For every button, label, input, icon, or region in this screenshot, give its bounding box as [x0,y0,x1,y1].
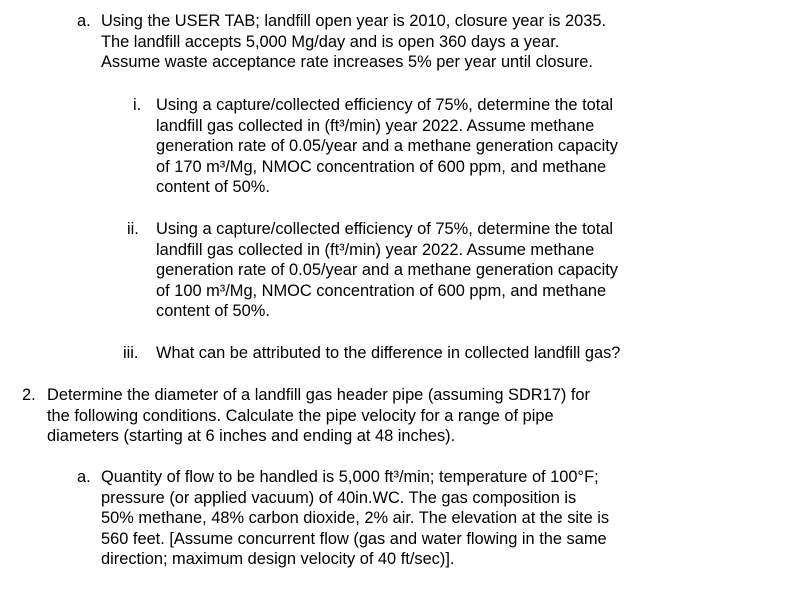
list-marker: ii. [127,220,139,238]
list-marker: i. [133,96,142,114]
list-item-text: What can be attributed to the difference in collected landfill gas? [156,344,621,362]
list-item-text: Using a capture/collected efficiency of 75%, determine the total landfill gas collected in (ft³/min) year 2022. Assume methane generation rate of 0.05/year and a methane generation capacity of 100 m³/Mg, NMOC concentration of 600 ppm, and methane content of 50%. [156,220,618,321]
list-item-text: Using the USER TAB; landfill open year is 2010, closure year is 2035. The landfill accepts 5,000 Mg/day and is open 360 days a year. Assume waste acceptance rate increases 5% per year until closure. [101,12,607,72]
list-marker: 2. [22,386,36,404]
list-item-text: Determine the diameter of a landfill gas header pipe (assuming SDR17) for the following conditions. Calculate the pipe velocity for a range of pipe diameters (starting at 6 inches and ending at 48 inches). [47,386,590,446]
list-marker: a. [77,468,91,486]
list-item-text: Using a capture/collected efficiency of 75%, determine the total landfill gas collected in (ft³/min) year 2022. Assume methane generation rate of 0.05/year and a methane generation capacity of 170 m³/Mg, NMOC concentration of 600 ppm, and methane content of 50%. [156,96,618,197]
list-marker: iii. [123,344,139,362]
list-item-text: Quantity of flow to be handled is 5,000 ft³/min; temperature of 100°F; pressure (or applied vacuum) of 40in.WC. The gas composition is 50% methane, 48% carbon dioxide, 2% air. The elevation at the site is 560 feet. [Assume concurrent flow (gas and water flowing in the same direction; maximum design velocity of 40 ft/sec)]. [101,468,610,569]
list-marker: a. [77,12,91,30]
